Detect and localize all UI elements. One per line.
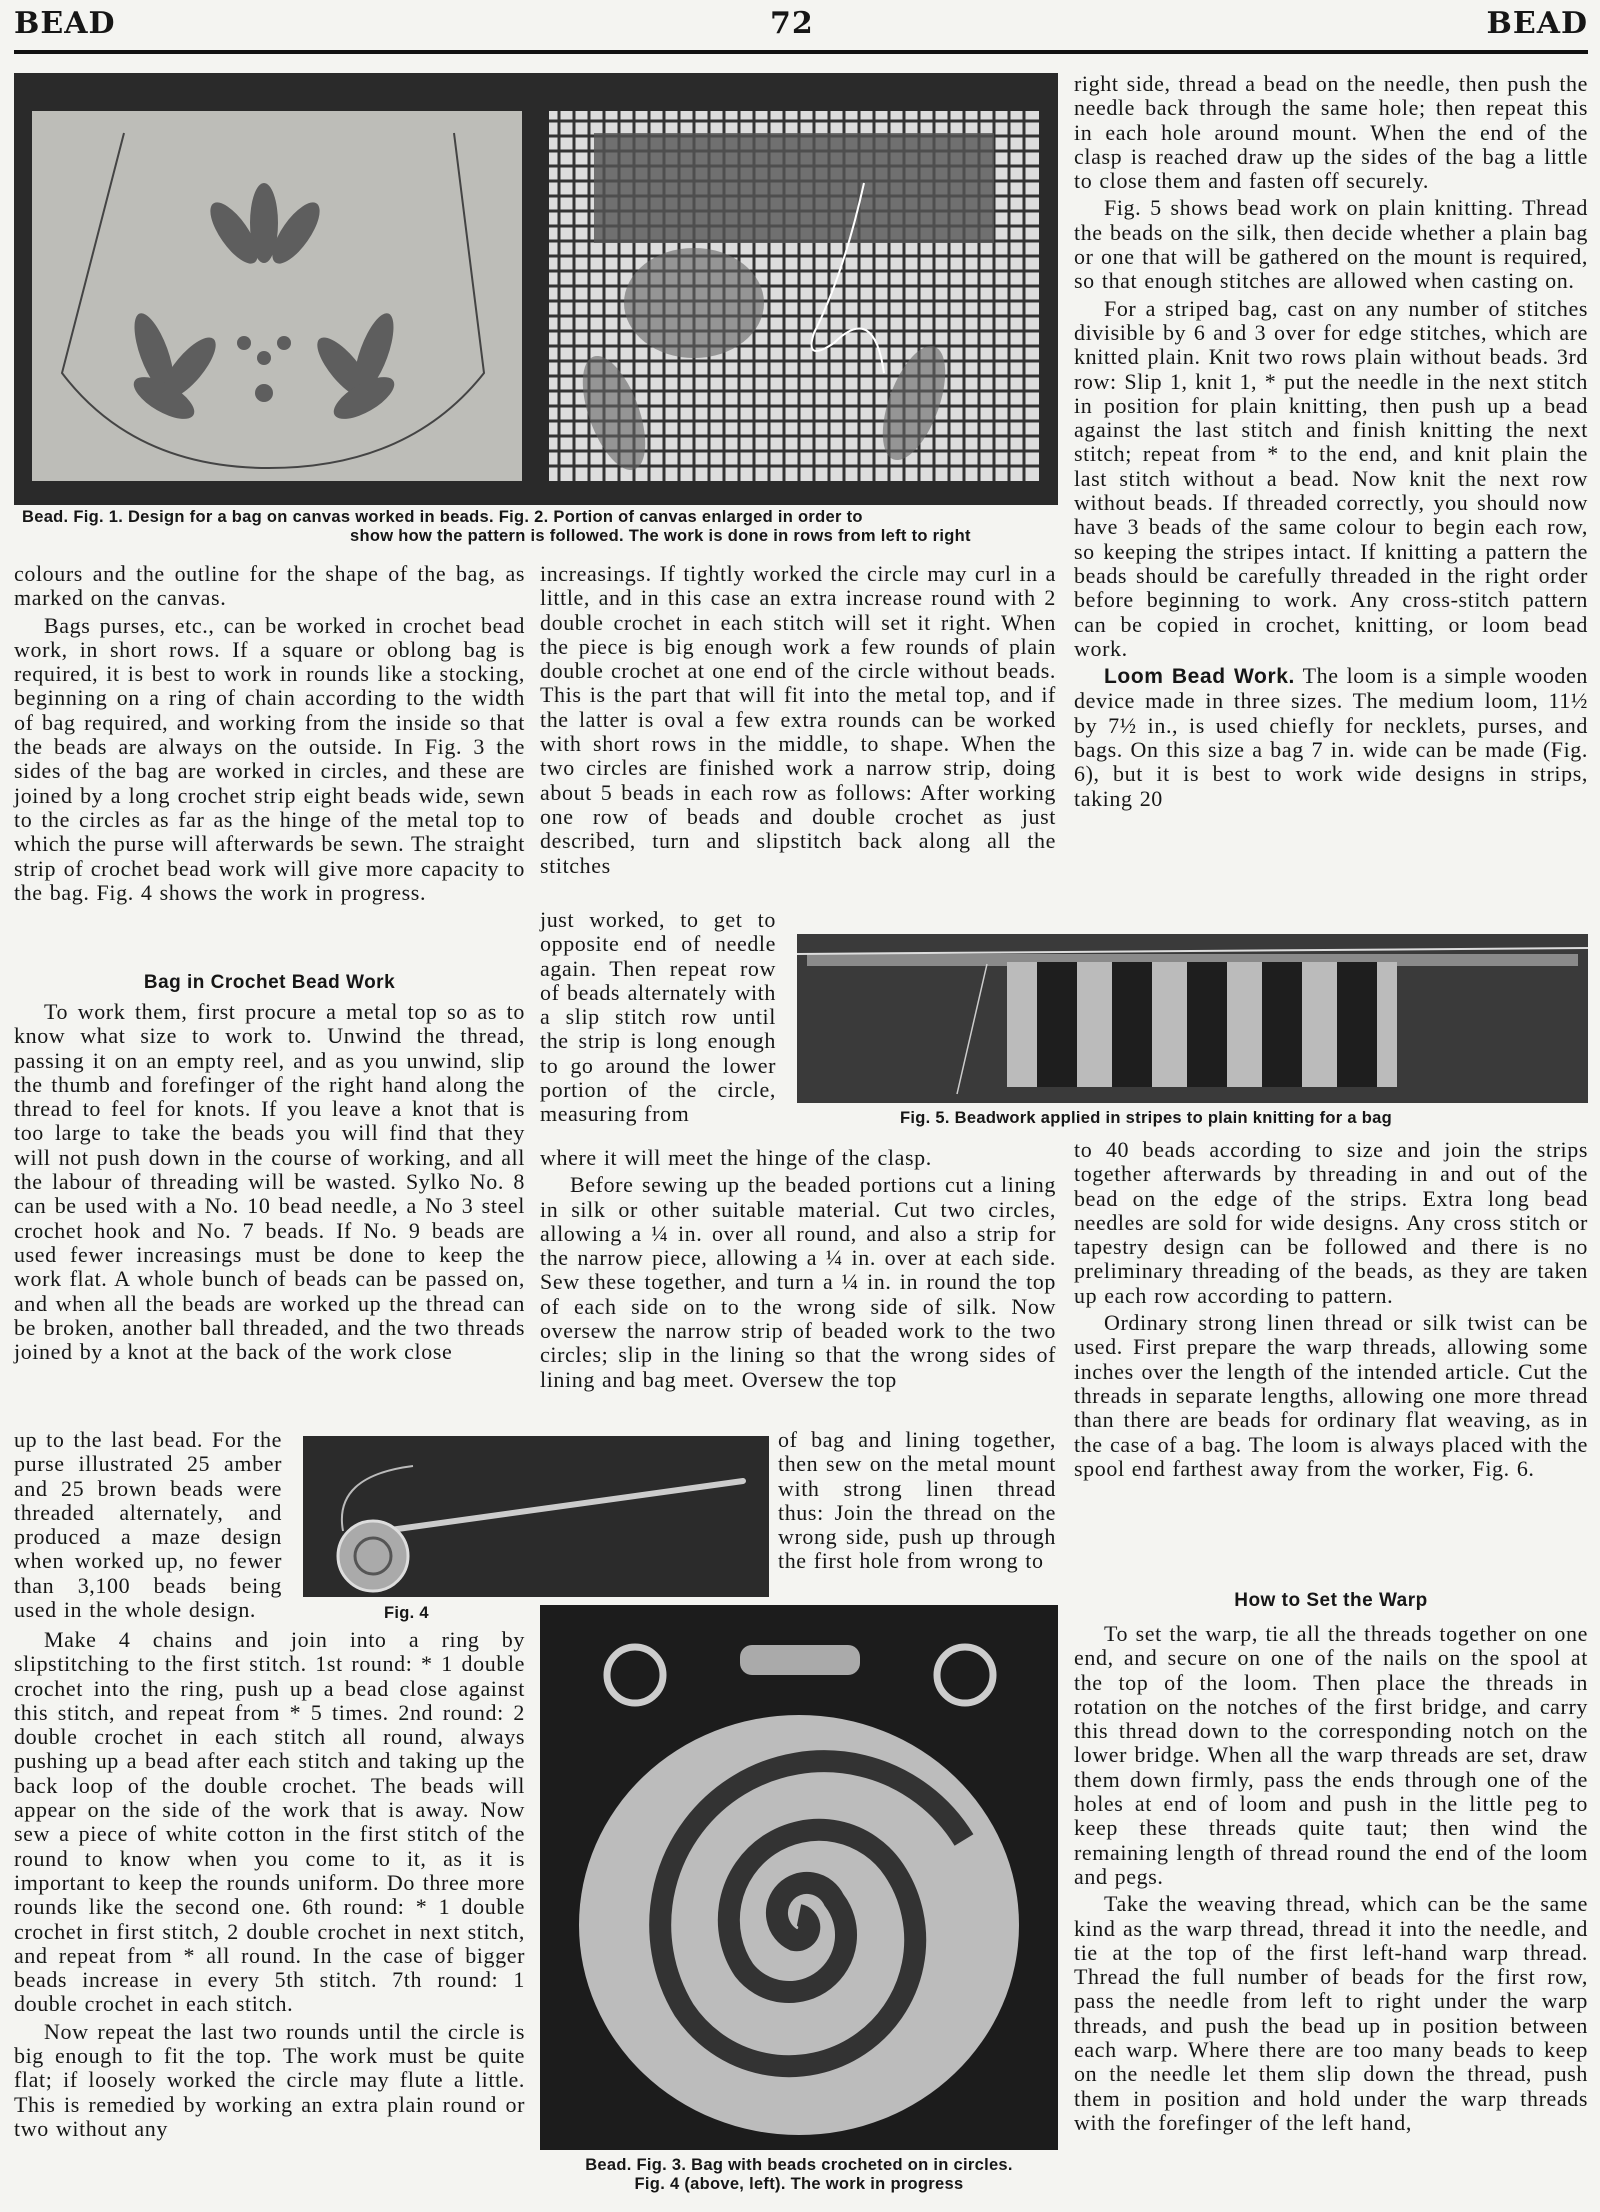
left-column-text-1: [14, 562, 525, 905]
paragraph: Now repeat the last two rounds until the circle is big enough to fit the top. The work must be quite flat; if loosely worked the circle may flute a little. This is remedied by working an extra plain round or two without any: [14, 2018, 525, 2141]
paragraph: Bags purses, etc., can be worked in crochet bead work, in short rows. If a square or oblong bag is required, it is best to work in rounds like a stocking, beginning on a ring of chain according to the width of bag required, and working from the inside so that the beads are always on the outside. In Fig. 3 the sides of the bag are worked in circles, and these are joined by a long crochet strip eight beads wide, sewn to the circles as far as the hinge of the metal top to which the purse will afterwards be sewn. The straight strip of crochet bead work will give more capacity to the bag. Fig. 4 shows the work in progress.: [14, 612, 525, 905]
paragraph: increasings. If tightly worked the circle may curl in a little, and in this case an extra increase round with 2 double crochet in each stitch will set it right. When the piece is big enough work a few rounds of plain double crochet at one end of the circle without beads. This is the part that will fit into the metal top, and if the latter is oval a few extra rounds can be worked with short rows in the middle, to shape. When the two circles are finished work a narrow strip, doing about 5 beads in each row as follows: After working one row of beads and double crochet as just described, turn and slipstitch back along all the stitches: [540, 561, 1056, 878]
middle-column-narrow-text-2: [778, 1428, 1056, 1574]
right-column-text-2: [1074, 1138, 1588, 1481]
caption-line: Fig. 4 (above, left). The work in progress: [634, 2175, 964, 2193]
right-column-text-3: [1074, 1622, 1588, 2135]
paragraph: To set the warp, tie all the threads together on one end, and secure on one of the nails on the spool at the top of the loom. Then place the threads in rotation on the notches of the first bridge, and carry this thread down to the corresponding notch on the lower bridge. When all the warp threads are set, draw them down firmly, pass the ends through one of the holes at end of loom and push in the little peg to keep these threads quite taut; then wind the remaining length of thread round the end of the loom and pegs.: [1074, 1621, 1588, 1889]
left-column-narrow-text: [14, 1428, 282, 1622]
paragraph: Ordinary strong linen thread or silk twist can be used. First prepare the warp threads, allowing some inches over the length of the intended article. Cut the threads in separate lengths, allowing one more thread than there are beads for ordinary flat weaving, as in the case of a bag. The loom is always placed with the spool end farthest away from the worker, Fig. 6.: [1074, 1310, 1588, 1481]
caption-line: show how the pattern is followed. The work is done in rows from left to right: [350, 527, 971, 545]
paragraph: to 40 beads according to size and join the strips together afterwards by threading in and out of the bead on the edge of the strips. Extra long bead needles are sold for wide designs. Any cross stitch or tapestry design can be followed and there is no preliminary threading of the beads, as they are taken up each row according to pattern.: [1074, 1137, 1588, 1308]
figure-1-2-image: [14, 73, 1058, 505]
header-rule: [14, 50, 1588, 54]
figure-5-caption: Fig. 5. Beadwork applied in stripes to plain knitting for a bag: [900, 1109, 1392, 1127]
middle-column-narrow-text: [540, 908, 776, 1127]
right-column-text-1: [1074, 72, 1588, 811]
paragraph: Before sewing up the beaded portions cut a lining in silk or other suitable material. Cut two circles, allowing a ¼ in. over all round, and also a strip for the narrow piece, allowing a ¼ in. over at each side. Sew these together, and turn a ¼ in. in round the top of each side on to the wrong side of silk. Now oversew the narrow strip of beaded work to the two circles; slip in the lining so that the wrong sides of lining and bag meet. Oversew the top: [540, 1172, 1056, 1392]
paragraph: where it will meet the hinge of the clasp.: [540, 1145, 932, 1170]
figure-4-image: [303, 1436, 769, 1597]
figure-5-image: [797, 934, 1588, 1103]
paragraph: of bag and lining together, then sew on the metal mount with strong linen thread thus: Join the thread on the wrong side, push up through the first hole from wrong to: [778, 1427, 1056, 1574]
paragraph: colours and the outline for the shape of the bag, as marked on the canvas.: [14, 561, 525, 611]
figure-4-caption: Fig. 4: [384, 1604, 429, 1622]
paragraph: Make 4 chains and join into a ring by slipstitching to the first stitch. 1st round: * 1 double crochet into the ring, push up a bead close against this stitch, and repeat from * 5 times. 2nd round: 2 double crochet in each stitch all round, always pushing up a bead after each stitch and taking up the back loop of the double crochet. The beads will appear on the side of the work that is away. Now sew a piece of white cotton in the first stitch of the round to know when you come to it, as it is important to keep the rounds uniform. Do three more rounds like the second one. 6th round: * 1 double crochet in first stitch, 2 double crochet in next stitch, and repeat from * all round. In the case of bigger beads increase in every 5th stitch. 7th round: 1 double crochet in each stitch.: [14, 1627, 525, 2017]
figure-3-caption: [540, 2156, 1058, 2194]
figure-1-2-caption: [22, 508, 1058, 546]
middle-column-text-2: [540, 1146, 1056, 1392]
section-heading: Bag in Crochet Bead Work: [143, 972, 396, 993]
middle-column-text-1: [540, 562, 1056, 878]
caption-line: Bead. Fig. 3. Bag with beads crocheted on in circles.: [585, 2156, 1013, 2174]
paragraph: Fig. 5 shows bead work on plain knitting. Thread the beads on the silk, then decide whether a plain bag or one that will be gathered on the mount is required, so that enough stitches are allowed when casting on.: [1074, 195, 1588, 294]
figure-3-image: [540, 1605, 1058, 2150]
left-column-text-3: [14, 1628, 525, 2141]
paragraph: just worked, to get to opposite end of needle again. Then repeat row of beads alternately with a slip stitch row until the strip is long enough to go around the lower portion of the circle, measuring from: [540, 907, 776, 1127]
running-head-right: BEAD: [1486, 6, 1588, 41]
paragraph: To work them, first procure a metal top so as to know what size to work to. Unwind the thread, passing it on an empty reel, and as you unwind, slip the thumb and forefinger of the right hand along the thread to feel for knots. If you leave a knot that is too large to take the beads you will find that they will not push down in the course of working, and all the labour of threading will be wasted. Sylko No. 8 can be used with a No. 10 bead needle, a No 3 steel crochet hook and No. 7 beads. If No. 9 beads are used fewer increasings must be done to keep the work flat. A whole bunch of beads can be passed on, and when all the beads are worked up the thread can be broken, another ball threaded, and the two threads joined by a knot at the back of the work close: [14, 999, 525, 1365]
page-number: 72: [770, 6, 814, 41]
paragraph: Take the weaving thread, which can be the same kind as the warp thread, thread it into the needle, and tie at the top of the first left-hand warp thread. Thread the full number of beads for the first row, pass the needle from left to right under the warp threads, and push the bead up in position between each warp. Where there are too many beads to keep on the needle let them slip down the thread, push them in position and hold under the warp threads with the forefinger of the left hand,: [1074, 1891, 1588, 2135]
section-heading: How to Set the Warp: [1234, 1590, 1428, 1611]
paragraph: For a striped bag, cast on any number of stitches divisible by 6 and 3 over for edge stitches, which are knitted plain. Knit two rows plain without beads. 3rd row: Slip 1, knit 1, * put the needle in the next stitch in position for plain knitting, then push up a bead against the last stitch and finish knitting the next stitch; repeat from * to the end, and knit plain the last stitch without a bead. Now knit the next row without beads. If threaded correctly, you should now have 3 beads of the same colour to begin each row, so keeping the stripes intact. If knitting a pattern the beads should be carefully threaded in the right order before beginning to work. Any cross-stitch pattern can be copied in crochet, knitting, or loom bead work.: [1074, 295, 1588, 661]
paragraph: up to the last bead. For the purse illustrated 25 amber and 25 brown beads were threaded alternately, and produced a maze design when worked up, no fewer than 3,100 beads being used in the whole design.: [14, 1427, 282, 1623]
paragraph-text: The loom is a simple wooden device made in three sizes. The medium loom, 11½ by 7½ in., is used chiefly for necklets, purses, and bags. On this size a bag 7 in. wide can be made (Fig. 6), but it is best to work wide designs in strips, taking 20: [1074, 663, 1588, 811]
running-head-left: BEAD: [14, 6, 116, 41]
left-column-text-2: [14, 1000, 525, 1364]
subsection-lead: Loom Bead Work.: [1104, 665, 1295, 689]
paragraph: right side, thread a bead on the needle, then push the needle back through the same hole; then repeat this in each hole around mount. When the end of the clasp is reached draw up the sides of the bag a little to close them and fasten off securely.: [1074, 71, 1588, 194]
paragraph: [1074, 664, 1588, 811]
caption-line: Bead. Fig. 1. Design for a bag on canvas worked in beads. Fig. 2. Portion of canvas enlarged in order to: [22, 508, 863, 526]
